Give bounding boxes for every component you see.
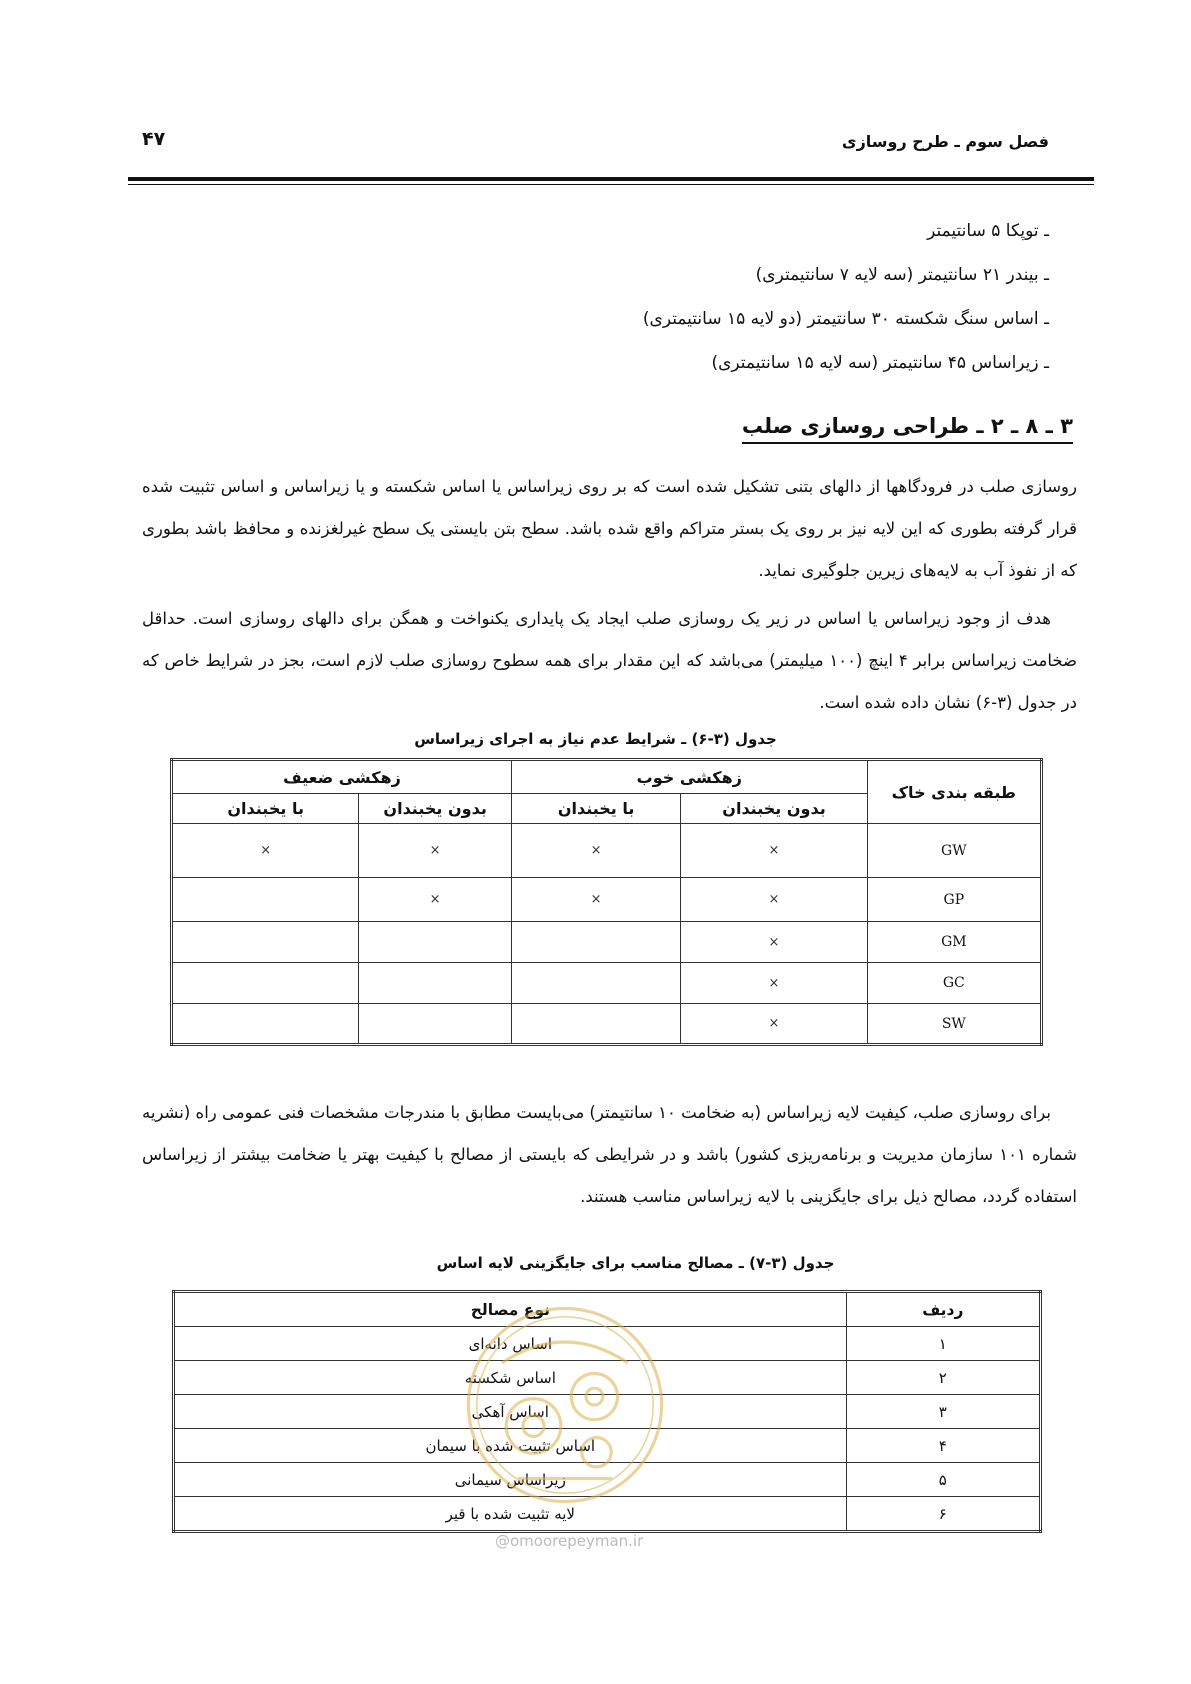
table-row: [172, 963, 1042, 1004]
table-row: [172, 1004, 1042, 1045]
paragraph-1: روسازی صلب در فرودگاهها از دالهای بتنی تشکیل شده است که بر روی زیراساس یا اساس شکسته و یا زیراساس و اساس تثبیت شده قرار گرفته بطوری که این لایه نیز بر روی یک بستر متراکم واقع شده باشد. سطح بتن بایستی یک سطح غیرلغزنده و محافظ باشد بطوری که از نفوذ آب به لایه‌های زیرین جلوگیری نماید.: [142, 477, 1077, 580]
table-cell: ×: [359, 824, 512, 878]
section-heading: ۳ ـ ۸ ـ ۲ ـ طراحی روسازی صلب: [742, 412, 1073, 444]
list-item: ـ زیراساس ۴۵ سانتیمتر (سه لایه ۱۵ سانتیمتری): [711, 353, 1049, 373]
material-cell: لایه تثبیت شده با قیر: [174, 1497, 847, 1532]
no-frost-header: بدون یخبندان: [359, 794, 512, 824]
material-cell: اساس شکسته: [174, 1361, 847, 1395]
table-cell: [172, 1004, 359, 1045]
table-cell: [172, 922, 359, 963]
row-number: ۶: [846, 1497, 1040, 1532]
table-row: [172, 922, 1042, 963]
row-number: ۵: [846, 1463, 1040, 1497]
list-item: ـ اساس سنگ شکسته ۳۰ سانتیمتر (دو لایه ۱۵ سانتیمتری): [642, 309, 1049, 329]
with-frost-header: با یخبندان: [172, 794, 359, 824]
row-number: ۴: [846, 1429, 1040, 1463]
table-cell: [511, 963, 680, 1004]
table-cell: ×: [681, 824, 867, 878]
soil-header: طبقه بندی خاک: [867, 760, 1041, 824]
soil-cell: GC: [867, 963, 1041, 1004]
paragraph-2: هدف از وجود زیراساس یا اساس در زیر یک روسازی صلب ایجاد یک پایداری یکنواخت و همگن برای دالهای روسازی است. حداقل ضخامت زیراساس برابر ۴ اینچ (۱۰۰ میلیمتر) می‌باشد که این مقدار برای همه سطوح روسازی صلب لازم است، بجز در شرایط خاص که در جدول (۳-۶) نشان داده شده است.: [142, 609, 1078, 712]
with-frost-header: با یخبندان: [511, 794, 680, 824]
no-frost-header: بدون یخبندان: [681, 794, 867, 824]
material-cell: زیراساس سیمانی: [174, 1463, 847, 1497]
row-number: ۳: [846, 1395, 1040, 1429]
table-cell: ×: [511, 824, 680, 878]
table7-caption: جدول (۳-۷) ـ مصالح مناسب برای جایگزینی لایه اساس: [436, 1254, 835, 1272]
header-rule-thick: [128, 177, 1094, 181]
table-cell: [172, 963, 359, 1004]
soil-cell: SW: [867, 1004, 1041, 1045]
list-item: ـ توپکا ۵ سانتیمتر: [927, 221, 1049, 241]
header-rule-thin: [128, 184, 1094, 185]
soil-cell: GM: [867, 922, 1041, 963]
table-cell: ×: [681, 963, 867, 1004]
table-cell: [359, 922, 512, 963]
table-cell: ×: [359, 878, 512, 922]
material-header: نوع مصالح: [174, 1292, 847, 1327]
watermark-logo-icon: [460, 1300, 670, 1510]
soil-cell: GW: [867, 824, 1041, 878]
page-number: ۴۷: [142, 128, 166, 150]
material-cell: اساس آهکی: [174, 1395, 847, 1429]
soil-cell: GP: [867, 878, 1041, 922]
subbase-conditions-table: [170, 758, 1043, 1046]
table-cell: [511, 1004, 680, 1045]
table-cell: [172, 878, 359, 922]
table-cell: [511, 922, 680, 963]
paragraph-3: برای روسازی صلب، کیفیت لایه زیراساس (به ضخامت ۱۰ سانتیمتر) می‌بایست مطابق با مندرجات مشخصات فنی عمومی راه (نشریه شماره ۱۰۱ سازمان مدیریت و برنامه‌ریزی کشور) باشد و در شرایطی که بایستی از مصالح با کیفیت بهتر یا ضخامت بیشتر از زیراساس استفاده گردد، مصالح ذیل برای جایگزینی با لایه زیراساس مناسب هستند.: [142, 1103, 1077, 1206]
table-cell: ×: [511, 878, 680, 922]
good-drainage-header: زهکشی خوب: [511, 760, 867, 794]
layer-list: [149, 218, 1049, 394]
table-cell: ×: [172, 824, 359, 878]
table-cell: ×: [681, 1004, 867, 1045]
row-number: ۱: [846, 1327, 1040, 1361]
material-cell: اساس دانه‌ای: [174, 1327, 847, 1361]
list-item: ـ بیندر ۲۱ سانتیمتر (سه لایه ۷ سانتیمتری): [755, 265, 1049, 285]
table-cell: [359, 963, 512, 1004]
table6-caption: جدول (۳-۶) ـ شرایط عدم نیاز به اجرای زیراساس: [414, 730, 777, 748]
table-cell: [359, 1004, 512, 1045]
table-row: [172, 824, 1042, 878]
material-cell: اساس تثبیت شده با سیمان: [174, 1429, 847, 1463]
table-cell: ×: [681, 922, 867, 963]
table-cell: ×: [681, 878, 867, 922]
table-row: [172, 878, 1042, 922]
row-number: ۲: [846, 1361, 1040, 1395]
chapter-title: فصل سوم ـ طرح روسازی: [841, 132, 1049, 151]
weak-drainage-header: زهکشی ضعیف: [172, 760, 512, 794]
row-number-header: ردیف: [846, 1292, 1040, 1327]
watermark-url: @omoorepeyman.ir: [495, 1532, 644, 1550]
